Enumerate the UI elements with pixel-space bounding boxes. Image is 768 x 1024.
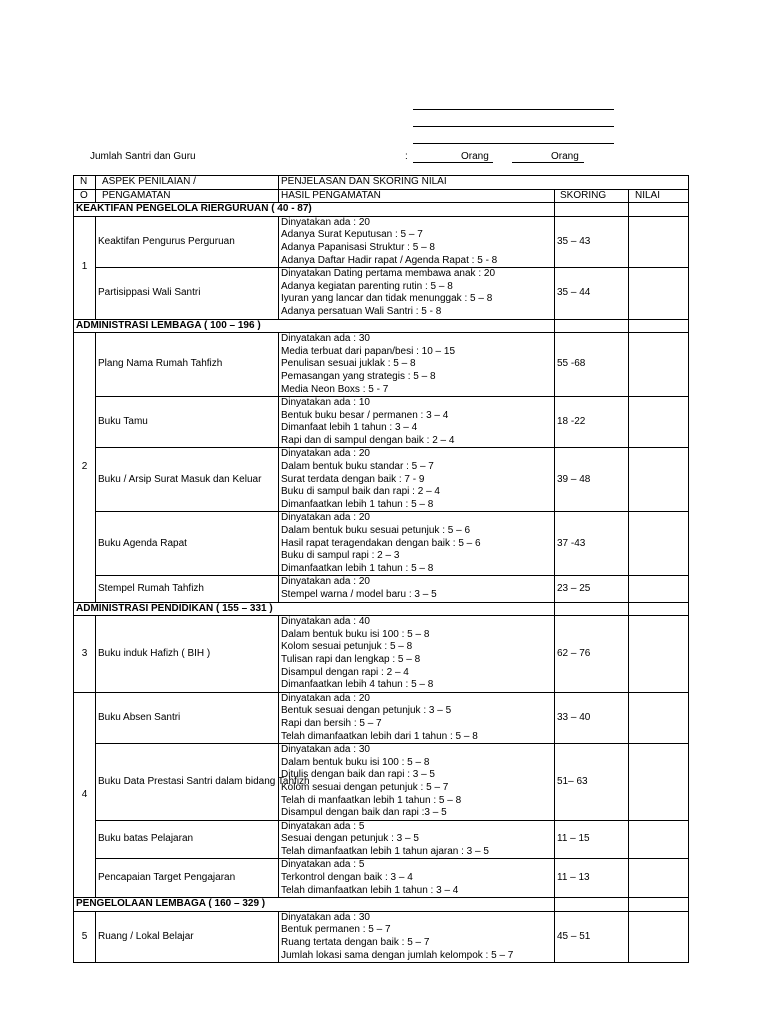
item-row: [74, 859, 689, 898]
aspek-cell: Pencapaian Target Pengajaran: [96, 859, 279, 898]
item-row: [74, 692, 689, 743]
hasil-pengamatan-cell: [279, 216, 555, 267]
criteria-line: Adanya kegiatan parenting rutin : 5 – 8: [281, 280, 453, 292]
item-row: [74, 448, 689, 512]
skoring-cell: 33 – 40: [555, 692, 629, 743]
item-row: [74, 397, 689, 448]
section-title: ADMINISTRASI LEMBAGA ( 100 – 196 ): [74, 319, 555, 333]
blank-line-3: [413, 143, 614, 144]
skoring-cell: 35 – 44: [555, 268, 629, 319]
nilai-cell: [629, 333, 689, 397]
criteria-line: Ditulis dengan baik dan rapi : 3 – 5: [281, 769, 435, 781]
nilai-cell: [629, 744, 689, 821]
criteria-line: Dinyatakan ada : 20: [281, 448, 370, 460]
criteria-line: Dinyatakan ada : 20: [281, 576, 370, 588]
criteria-line: Dinyatakan ada : 20: [281, 692, 370, 704]
jumlah-label: Jumlah Santri dan Guru: [90, 151, 196, 162]
hasil-pengamatan-cell: [279, 576, 555, 602]
header-row-2: [74, 189, 689, 203]
criteria-line: Dinyatakan ada : 10: [281, 397, 370, 409]
skoring-cell: 37 -43: [555, 512, 629, 576]
criteria-line: Adanya Surat Keputusan : 5 – 7: [281, 229, 423, 241]
section-row: [74, 898, 689, 912]
nilai-cell: [629, 397, 689, 448]
criteria-line: Telah dimanfaatkan lebih 1 tahun ajaran : 3 – 5: [281, 845, 489, 857]
nilai-cell: [629, 692, 689, 743]
skoring-cell: 55 -68: [555, 333, 629, 397]
criteria-line: Media Neon Boxs : 5 - 7: [281, 383, 389, 395]
criteria-line: Dinyatakan ada : 5: [281, 859, 365, 871]
hasil-pengamatan-cell: [279, 616, 555, 693]
aspek-cell: Buku / Arsip Surat Masuk dan Keluar: [96, 448, 279, 512]
criteria-line: Pemasangan yang strategis : 5 – 8: [281, 370, 436, 382]
criteria-line: Dinyatakan Dating pertama membawa anak : 20: [281, 268, 496, 280]
criteria-line: Stempel warna / model baru : 3 – 5: [281, 589, 437, 600]
section-title: ADMINISTRASI PENDIDIKAN ( 155 – 331 ): [74, 602, 555, 616]
assessment-table: [73, 175, 689, 963]
section-nilai-cell: [629, 319, 689, 333]
header-row-1: [74, 176, 689, 190]
row-number: 2: [74, 333, 96, 602]
nilai-cell: [629, 216, 689, 267]
col-aspek-header-1: ASPEK PENILAIAN /: [96, 176, 279, 190]
criteria-line: Iyuran yang lancar dan tidak menunggak : 5 – 8: [281, 293, 493, 305]
aspek-cell: Ruang / Lokal Belajar: [96, 911, 279, 962]
skoring-cell: 51– 63: [555, 744, 629, 821]
criteria-line: Dinyatakan ada : 5: [281, 820, 365, 832]
criteria-line: Jumlah lokasi sama dengan jumlah kelompok : 5 – 7: [281, 949, 514, 961]
item-row: [74, 820, 689, 859]
criteria-line: Bentuk permanen : 5 – 7: [281, 924, 391, 936]
nilai-cell: [629, 820, 689, 859]
skoring-cell: 62 – 76: [555, 616, 629, 693]
criteria-line: Tulisan rapi dan lengkap : 5 – 8: [281, 653, 421, 665]
criteria-line: Dimanfaatkan lebih 1 tahun : 5 – 8: [281, 498, 434, 510]
section-skoring-cell: [555, 203, 629, 217]
section-title: KEAKTIFAN PENGELOLA RIERGURUAN ( 40 - 87): [74, 203, 555, 217]
item-row: [74, 616, 689, 693]
criteria-line: Adanya Papanisasi Struktur : 5 – 8: [281, 241, 435, 253]
aspek-cell: Keaktifan Pengurus Perguruan: [96, 216, 279, 267]
criteria-line: Buku di sampul rapi : 2 – 3: [281, 550, 400, 562]
aspek-cell: Buku induk Hafizh ( BIH ): [96, 616, 279, 693]
row-number: 5: [74, 911, 96, 962]
col-nilai-header: NILAI: [629, 189, 689, 203]
nilai-cell: [629, 616, 689, 693]
hasil-pengamatan-cell: [279, 859, 555, 898]
criteria-line: Adanya persatuan Wali Santri : 5 - 8: [281, 305, 442, 317]
col-no-header-1: N: [74, 176, 96, 190]
section-row: [74, 602, 689, 616]
criteria-line: Dalam bentuk buku isi 100 : 5 – 8: [281, 628, 430, 640]
skoring-cell: 18 -22: [555, 397, 629, 448]
criteria-line: Adanya Daftar Hadir rapat / Agenda Rapat : 5 - 8: [281, 254, 498, 266]
criteria-line: Dalam bentuk buku isi 100 : 5 – 8: [281, 756, 430, 768]
item-row: [74, 576, 689, 602]
orang-label-2: Orang: [551, 151, 579, 162]
section-nilai-cell: [629, 203, 689, 217]
aspek-cell: Stempel Rumah Tahfizh: [96, 576, 279, 602]
criteria-line: Dinyatakan ada : 40: [281, 616, 370, 628]
aspek-cell: Buku Agenda Rapat: [96, 512, 279, 576]
hasil-pengamatan-cell: [279, 448, 555, 512]
criteria-line: Bentuk sesuai dengan petunjuk : 3 – 5: [281, 705, 452, 717]
criteria-line: Media terbuat dari papan/besi : 10 – 15: [281, 345, 456, 357]
criteria-line: Ruang tertata dengan baik : 5 – 7: [281, 937, 430, 949]
item-row: [74, 333, 689, 397]
section-nilai-cell: [629, 898, 689, 912]
aspek-cell: Plang Nama Rumah Tahfizh: [96, 333, 279, 397]
hasil-pengamatan-cell: [279, 820, 555, 859]
blank-line-2: [413, 126, 614, 127]
criteria-line: Dinyatakan ada : 20: [281, 512, 370, 524]
criteria-line: Penulisan sesuai juklak : 5 – 8: [281, 358, 416, 370]
criteria-line: Dalam bentuk buku standar : 5 – 7: [281, 461, 434, 473]
criteria-line: Sesuai dengan petunjuk : 3 – 5: [281, 833, 419, 845]
nilai-cell: [629, 512, 689, 576]
criteria-line: Kolom sesuai dengan petunjuk : 5 – 7: [281, 781, 449, 793]
skoring-cell: 11 – 15: [555, 820, 629, 859]
nilai-cell: [629, 911, 689, 962]
criteria-line: Telah dimanfaatkan lebih 1 tahun : 3 – 4: [281, 884, 459, 896]
criteria-line: Dimanfaat lebih 1 tahun : 3 – 4: [281, 422, 418, 434]
hasil-pengamatan-cell: [279, 397, 555, 448]
section-skoring-cell: [555, 319, 629, 333]
criteria-line: Telah di manfaatkan lebih 1 tahun : 5 – 8: [281, 794, 462, 806]
criteria-line: Dinyatakan ada : 20: [281, 216, 370, 228]
section-row: [74, 319, 689, 333]
assessment-table-body: [74, 176, 689, 963]
item-row: [74, 911, 689, 962]
section-nilai-cell: [629, 602, 689, 616]
skoring-cell: 39 – 48: [555, 448, 629, 512]
skoring-cell: 11 – 13: [555, 859, 629, 898]
criteria-line: Dalam bentuk buku sesuai petunjuk : 5 – 6: [281, 525, 471, 537]
criteria-line: Disampul dengan baik dan rapi :3 – 5: [281, 807, 447, 819]
hasil-pengamatan-cell: [279, 268, 555, 319]
criteria-line: Buku di sampul baik dan rapi : 2 – 4: [281, 486, 440, 498]
hasil-pengamatan-cell: [279, 692, 555, 743]
section-skoring-cell: [555, 898, 629, 912]
item-row: [74, 216, 689, 267]
section-skoring-cell: [555, 602, 629, 616]
aspek-cell: Buku Data Prestasi Santri dalam bidang Tahfizh: [96, 744, 279, 821]
nilai-cell: [629, 576, 689, 602]
row-number: 4: [74, 692, 96, 898]
col-aspek-header-2: PENGAMATAN: [96, 189, 279, 203]
criteria-line: Hasil rapat teragendakan dengan baik : 5 – 6: [281, 537, 481, 549]
item-row: [74, 744, 689, 821]
skoring-cell: 35 – 43: [555, 216, 629, 267]
criteria-line: Dimanfaatkan lebih 1 tahun : 5 – 8: [281, 562, 434, 574]
skoring-cell: 23 – 25: [555, 576, 629, 602]
criteria-line: Bentuk buku besar / permanen : 3 – 4: [281, 409, 449, 421]
aspek-cell: Buku Tamu: [96, 397, 279, 448]
criteria-line: Rapi dan bersih : 5 – 7: [281, 717, 382, 729]
hasil-pengamatan-cell: [279, 744, 555, 821]
criteria-line: Dinyatakan ada : 30: [281, 744, 370, 756]
jumlah-colon: :: [405, 151, 408, 162]
nilai-cell: [629, 448, 689, 512]
criteria-line: Kolom sesuai petunjuk : 5 – 8: [281, 641, 413, 653]
col-hasil-header: HASIL PENGAMATAN: [279, 189, 555, 203]
nilai-cell: [629, 268, 689, 319]
aspek-cell: Partisippasi Wali Santri: [96, 268, 279, 319]
item-row: [74, 268, 689, 319]
row-number: 1: [74, 216, 96, 319]
section-title: PENGELOLAAN LEMBAGA ( 160 – 329 ): [74, 898, 555, 912]
criteria-line: Telah dimanfaatkan lebih dari 1 tahun : 5 – 8: [281, 730, 478, 742]
aspek-cell: Buku batas Pelajaran: [96, 820, 279, 859]
aspek-cell: Buku Absen Santri: [96, 692, 279, 743]
section-row: [74, 203, 689, 217]
blank-line-1: [413, 109, 614, 110]
hasil-pengamatan-cell: [279, 333, 555, 397]
col-no-header-2: O: [74, 189, 96, 203]
col-penjelasan-header: PENJELASAN DAN SKORING NILAI: [279, 176, 689, 190]
criteria-line: Surat terdata dengan baik : 7 - 9: [281, 473, 425, 485]
criteria-line: Terkontrol dengan baik : 3 – 4: [281, 872, 413, 884]
hasil-pengamatan-cell: [279, 512, 555, 576]
item-row: [74, 512, 689, 576]
hasil-pengamatan-cell: [279, 911, 555, 962]
row-number: 3: [74, 616, 96, 693]
criteria-line: Rapi dan di sampul dengan baik : 2 – 4: [281, 434, 455, 446]
criteria-line: Dinyatakan ada : 30: [281, 911, 370, 923]
criteria-line: Dimanfaatkan lebih 4 tahun : 5 – 8: [281, 679, 434, 691]
col-skoring-header: SKORING: [555, 189, 629, 203]
criteria-line: Disampul dengan rapi : 2 – 4: [281, 666, 409, 678]
skoring-cell: 45 – 51: [555, 911, 629, 962]
nilai-cell: [629, 859, 689, 898]
orang-label-1: Orang: [461, 151, 489, 162]
criteria-line: Dinyatakan ada : 30: [281, 333, 370, 345]
